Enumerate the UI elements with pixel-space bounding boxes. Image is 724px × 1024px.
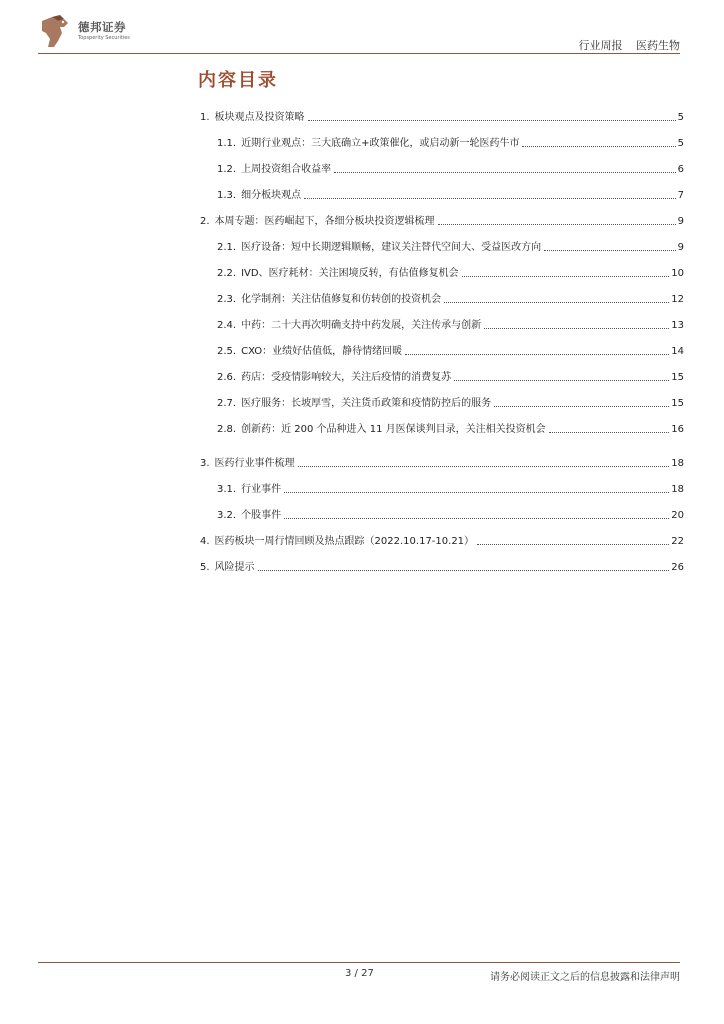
toc-dot-leader	[308, 120, 676, 121]
toc-entry-title: 化学制剂：关注估值修复和仿转创的投资机会	[241, 294, 442, 305]
logo-chinese-name: 德邦证券	[78, 20, 126, 34]
toc-dot-leader	[334, 172, 676, 173]
toc-entry-number: 3.	[200, 458, 210, 469]
toc-dot-leader	[405, 354, 669, 355]
toc-entry[interactable]	[217, 156, 684, 176]
toc-entry-title: 行业事件	[241, 484, 282, 495]
toc-entry-title: 中药：二十大再次明确支持中药发展，关注传承与创新	[241, 320, 482, 331]
toc-entry-page: 9	[677, 216, 684, 227]
toc-entry-number: 2.	[200, 216, 210, 227]
toc-entry[interactable]	[217, 338, 684, 358]
toc-entry-title: 医药板块一周行情回顾及热点跟踪（2022.10.17-10.21）	[214, 536, 475, 547]
toc-entry[interactable]	[217, 364, 684, 384]
toc-entry-page: 10	[671, 268, 684, 279]
toc-entry-title: 医疗设备：短中长期逻辑顺畅，建议关注替代空间大、受益医改方向	[241, 242, 542, 253]
toc-entry-title: 近期行业观点：三大底确立+政策催化，或启动新一轮医药牛市	[241, 138, 520, 149]
brand-logo	[38, 15, 130, 49]
toc-entry-page: 16	[671, 424, 684, 435]
sector-tag: 医药生物	[636, 39, 680, 52]
toc-entry-title: IVD、医疗耗材：关注困境反转，有估值修复机会	[241, 268, 459, 279]
disclaimer-note: 请务必阅读正文之后的信息披露和法律声明	[490, 972, 680, 983]
toc-entry[interactable]	[217, 234, 684, 254]
toc-entry[interactable]	[217, 130, 684, 150]
toc-entry-page: 6	[677, 164, 684, 175]
toc-entry-page: 13	[671, 320, 684, 331]
toc-entry-title: 医疗服务：长坡厚雪，关注货币政策和疫情防控后的服务	[241, 398, 492, 409]
toc-dot-leader	[462, 276, 670, 277]
toc-entry[interactable]	[217, 312, 684, 332]
toc-dot-leader	[477, 544, 669, 545]
toc-entry-number: 2.5.	[217, 346, 237, 357]
toc-entry-page: 15	[671, 372, 684, 383]
toc-entry-page: 18	[671, 458, 684, 469]
toc-entry-page: 7	[677, 190, 684, 201]
toc-entry-number: 1.2.	[217, 164, 237, 175]
header-divider	[38, 53, 680, 54]
header-tags	[579, 37, 681, 53]
toc-entry[interactable]	[217, 182, 684, 202]
toc-entry-number: 4.	[200, 536, 210, 547]
toc-entry[interactable]	[217, 286, 684, 306]
toc-entry-number: 2.1.	[217, 242, 237, 253]
toc-entry-number: 2.2.	[217, 268, 237, 279]
toc-dot-leader	[549, 432, 670, 433]
toc-entry[interactable]	[217, 390, 684, 410]
toc-entry-title: 板块观点及投资策略	[214, 112, 305, 123]
toc-entry-number: 1.1.	[217, 138, 237, 149]
toc-entry[interactable]	[200, 554, 684, 574]
toc-dot-leader	[284, 518, 669, 519]
toc-entry[interactable]	[217, 260, 684, 280]
toc-entry-page: 12	[671, 294, 684, 305]
toc-dot-leader	[298, 466, 670, 467]
toc-entry-page: 18	[671, 484, 684, 495]
toc-entry-page: 5	[677, 138, 684, 149]
report-type-tag: 行业周报	[578, 39, 623, 52]
toc-dot-leader	[484, 328, 669, 329]
toc-dot-leader	[454, 380, 669, 381]
toc-entry-page: 5	[677, 112, 684, 123]
toc-entry-page: 14	[671, 346, 684, 357]
toc-entry-number: 5.	[200, 562, 210, 573]
toc-dot-leader	[522, 146, 675, 147]
toc-entry-number: 2.6.	[217, 372, 237, 383]
toc-dot-leader	[494, 406, 669, 407]
toc-entry-number: 1.3.	[217, 190, 237, 201]
toc-entry-title: 医药行业事件梳理	[214, 458, 295, 469]
toc-entry-title: 药店：受疫情影响较大，关注后疫情的消费复苏	[241, 372, 452, 383]
toc-title: 内容目录	[198, 70, 278, 91]
toc-entry[interactable]	[217, 416, 684, 436]
toc-dot-leader	[444, 302, 669, 303]
footer-divider	[38, 962, 680, 963]
horse-logo-icon	[38, 15, 74, 49]
toc-entry-page: 20	[671, 510, 684, 521]
toc-dot-leader	[544, 250, 676, 251]
toc-dot-leader	[438, 224, 676, 225]
toc-entry[interactable]	[200, 528, 684, 548]
toc-entry-title: 细分板块观点	[241, 190, 302, 201]
toc-entry-page: 9	[677, 242, 684, 253]
toc-dot-leader	[258, 570, 670, 571]
toc-entry-number: 1.	[200, 112, 210, 123]
toc-entry[interactable]	[217, 476, 684, 496]
logo-english-name: Topsperity Securities	[78, 35, 130, 41]
toc-entry-number: 3.2.	[217, 510, 237, 521]
toc-entry-number: 2.7.	[217, 398, 237, 409]
toc-entry-title: 本周专题：医药崛起下，各细分板块投资逻辑梳理	[214, 216, 435, 227]
toc-entry-number: 3.1.	[217, 484, 237, 495]
toc-entry-title: 创新药：近 200 个品种进入 11 月医保谈判目录，关注相关投资机会	[241, 424, 546, 435]
toc-entry-page: 22	[671, 536, 684, 547]
toc-dot-leader	[284, 492, 669, 493]
toc-entry-page: 15	[671, 398, 684, 409]
toc-entry-page: 26	[671, 562, 684, 573]
toc-entry-title: 个股事件	[241, 510, 282, 521]
toc-entry-title: CXO：业绩好估值低，静待情绪回暖	[241, 346, 403, 357]
toc-entry[interactable]	[200, 208, 684, 228]
toc-entry[interactable]	[217, 502, 684, 522]
toc-entry-title: 风险提示	[214, 562, 255, 573]
toc-entry-number: 2.3.	[217, 294, 237, 305]
toc-entry-title: 上周投资组合收益率	[241, 164, 332, 175]
toc-entry[interactable]	[200, 104, 684, 124]
page-number: 3 / 27	[345, 968, 374, 979]
toc-entry-number: 2.8.	[217, 424, 237, 435]
toc-entry[interactable]	[200, 450, 684, 470]
toc-dot-leader	[304, 198, 676, 199]
toc-entry-number: 2.4.	[217, 320, 237, 331]
